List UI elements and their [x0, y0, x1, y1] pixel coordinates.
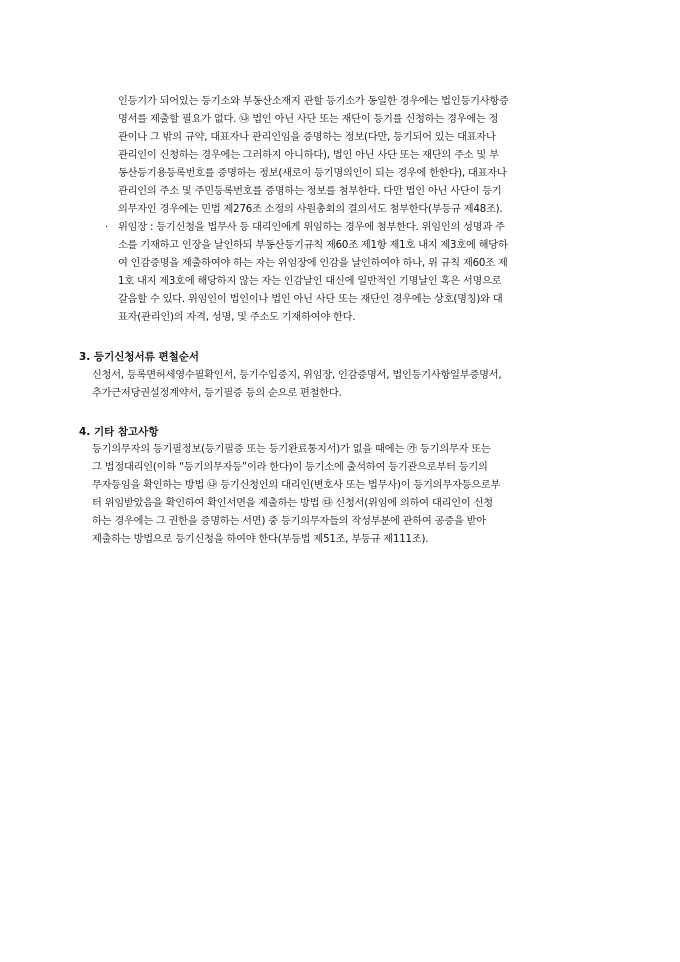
paragraph-line: 무자등임을 확인하는 방법 ㉯ 등기신청인의 대리인(변호사 또는 법무사)이 등기의무자등으로부: [92, 480, 501, 491]
paragraph-line: 추가근저당권설정계약서, 등기필증 등의 순으로 편철한다.: [92, 388, 342, 399]
paragraph-line: 표자(관리인)의 자격, 성명, 및 주소도 기재하여야 한다.: [118, 312, 356, 323]
paragraph-line: 명서를 제출할 필요가 없다. ㉯ 법인 아닌 사단 또는 재단이 등기를 신청하는 경우에는 정: [118, 114, 499, 125]
paragraph-line: 신청서, 등록면허세영수필확인서, 등기수입증지, 위임장, 인감증명서, 법인등기사항일부증명서,: [92, 370, 502, 381]
paragraph-line: 1호 내지 제3호에 해당하지 않는 자는 인감날인 대신에 일반적인 기명날인 혹은 서명으로: [118, 276, 502, 287]
paragraph-line: 인등기가 되어있는 등기소와 부동산소재지 관할 등기소가 동일한 경우에는 법인등기사항증: [118, 96, 509, 107]
section-heading: 4. 기타 참고사항: [79, 426, 159, 438]
paragraph-line: 위임장 : 등기신청을 법무사 등 대리인에게 위임하는 경우에 첨부한다. 위임인의 성명과 주: [118, 222, 505, 233]
paragraph-line: 하는 경우에는 그 권한을 증명하는 서면) 중 등기의무자들의 작성부분에 관하여 공증을 받아: [92, 516, 486, 527]
paragraph-line: 터 위임받았음을 확인하여 확인서면을 제출하는 방법 ㉰ 신청서(위임에 의하여 대리인이 신청: [92, 498, 493, 509]
paragraph-line: 여 인감증명을 제출하여야 하는 자는 위임장에 인감을 날인하여야 하나, 위 규칙 제60조 제: [118, 258, 508, 269]
section-heading: 3. 등기신청서류 편철순서: [79, 351, 200, 363]
paragraph-line: 관이나 그 밖의 규약, 대표자나 관리인임을 증명하는 정보(다만, 등기되어 있는 대표자나: [118, 132, 496, 143]
paragraph-line: 제출하는 방법으로 등기신청을 하여야 한다(부등법 제51조, 부등규 제111조).: [92, 534, 429, 545]
paragraph-line: 관리인의 주소 및 주민등록번호를 증명하는 정보를 첨부한다. 다만 법인 아닌 사단이 등기: [118, 186, 502, 197]
paragraph-line: 의무자인 경우에는 민법 제276조 소정의 사원총회의 결의서도 첨부한다(부등규 제48조).: [118, 204, 503, 215]
paragraph-line: 관리인이 신청하는 경우에는 그러하지 아니하다), 법인 아닌 사단 또는 재단의 주소 및 부: [118, 150, 499, 161]
paragraph-line: 소를 기재하고 인장을 날인하되 부동산등기규칙 제60조 제1항 제1호 내지 제3호에 해당하: [118, 240, 508, 251]
paragraph-line: 등기의무자의 등기필정보(등기필증 또는 등기완료통지서)가 없을 때에는 ㉮ 등기의무자 또는: [92, 444, 491, 455]
paragraph-line: 그 법정대리인(이하 “등기의무자등”이라 한다)이 등기소에 출석하여 등기관으로부터 등기의: [92, 462, 488, 473]
bullet-marker: ·: [105, 222, 109, 233]
paragraph-line: 갈음할 수 있다. 위임인이 법인이나 법인 아닌 사단 또는 재단인 경우에는 상호(명칭)와 대: [118, 294, 503, 305]
paragraph-line: 동산등기용등록번호를 증명하는 정보(새로이 등기명의인이 되는 경우에 한한다), 대표자나: [118, 168, 507, 179]
